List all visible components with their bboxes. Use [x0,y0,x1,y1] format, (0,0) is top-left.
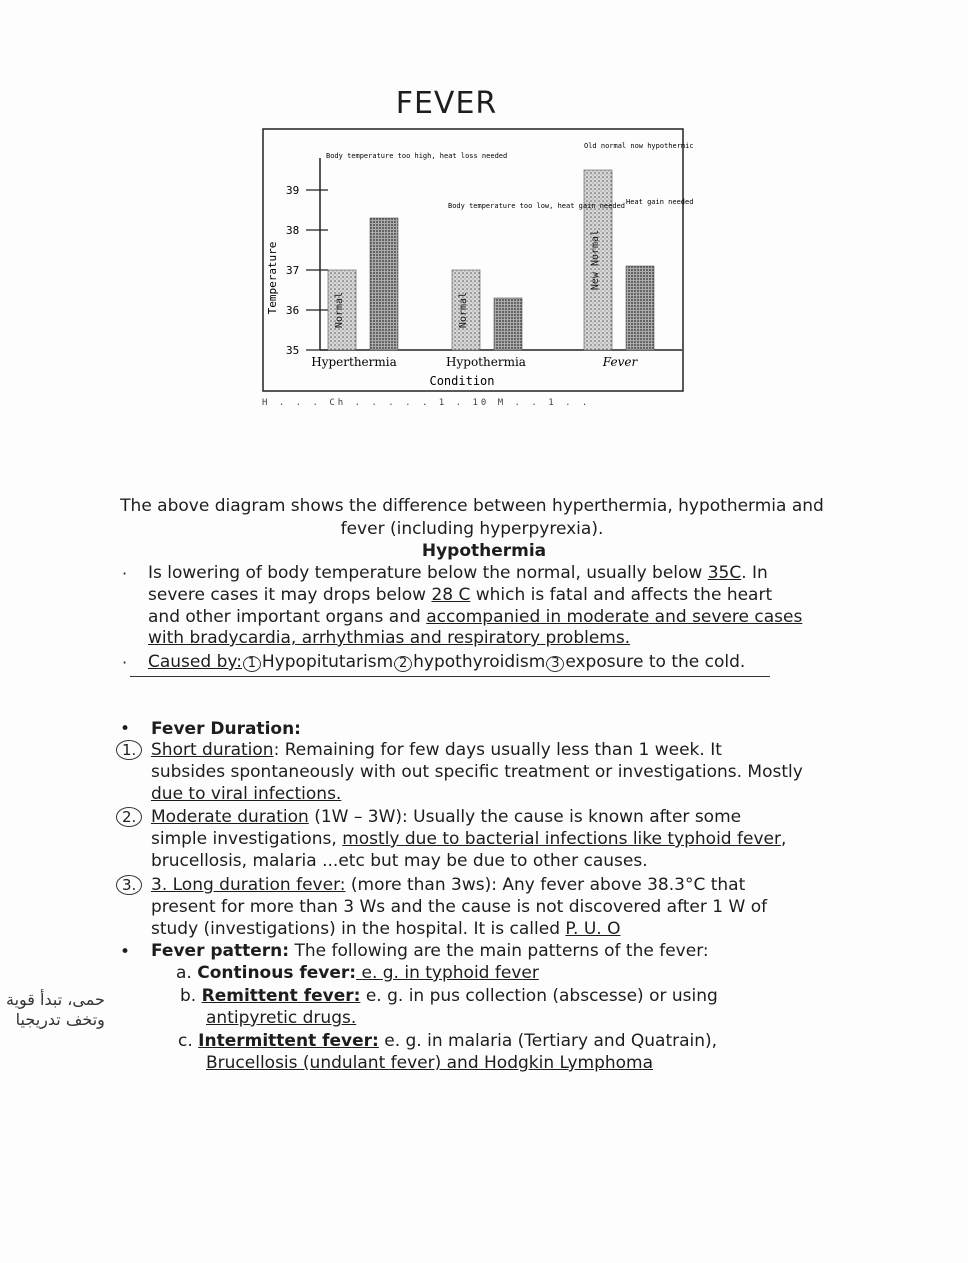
bullet-duration: • [120,719,131,739]
x-tick-label-hyperthermia: Hyperthermia [311,355,397,369]
pattern-line: Fever pattern: The following are the main patterns of the fever: [151,941,709,961]
hypo-line-4: with bradycardia, arrhythmias and respiratory problems. [148,628,631,648]
y-tick-label-36: 36 [286,304,300,317]
chart-caption-fragment: H . . . Ch . . . . . 1 . 10 M . . 1 . . [262,398,591,408]
y-tick-label-39: 39 [286,184,300,197]
intro-line-2: fever (including hyperpyrexia). [340,519,604,539]
annotation-fever-old-normal: Old normal now hypothermic [584,142,694,150]
y-tick-label-38: 38 [286,224,300,237]
caused-by-line: Caused by: 1 Hypopitutarism 2 hypothyroidism 3 exposure to the cold. [148,652,746,672]
long-line-3: study (investigations) in the hospital. It is called P. U. O [151,919,621,939]
bar-label-hypothermia: Normal [458,291,469,329]
annotation-hypothermia: Body temperature too low, heat gain needed [448,202,626,210]
moderate-line-3: brucellosis, malaria ...etc but may be due to other causes. [151,851,648,871]
moderate-line-1: Moderate duration (1W – 3W): Usually the cause is known after some [151,807,742,827]
hypo-line-1: Is lowering of body temperature below the normal, usually below 35C. In [148,563,768,583]
bullet-hypothermia: · [122,564,128,583]
y-axis-label: Temperature [266,241,279,315]
long-line-2: present for more than 3 Ws and the cause is not discovered after 1 W of [151,897,768,917]
short-line-2: subsides spontaneously with out specific treatment or investigations. Mostly [151,762,803,782]
intro-line-1: The above diagram shows the difference between hyperthermia, hypothermia and [120,496,824,516]
bullet-caused-by: · [122,653,128,672]
hypo-line-2: severe cases it may drops below 28 C which is fatal and affects the heart [148,585,773,605]
duration-long-number: 3. [116,875,142,895]
temperature-chart [262,128,694,392]
moderate-line-2: simple investigations, mostly due to bacterial infections like typhoid fever, [151,829,787,849]
annotation-fever-heat-gain: Heat gain needed [626,198,694,206]
x-tick-label-hypothermia: Hypothermia [446,355,526,369]
bar-fever-actual [626,266,654,350]
hypothermia-heading: Hypothermia [421,541,547,561]
pattern-a: a. Continous fever: e. g. in typhoid fever [176,963,539,983]
y-tick-label-35: 35 [286,344,300,357]
duration-heading: Fever Duration: [151,719,301,739]
x-axis-label: Condition [429,374,495,388]
pattern-c-line-2: Brucellosis (undulant fever) and Hodgkin Lymphoma [206,1053,654,1073]
bar-hyperthermia-actual [370,218,398,350]
pattern-c-line-1: c. Intermittent fever: e. g. in malaria (Tertiary and Quatrain), [178,1031,718,1051]
short-line-1: Short duration: Remaining for few days usually less than 1 week. It [151,740,722,760]
bar-hypothermia-actual [494,298,522,350]
hypo-line-3: and other important organs and accompanied in moderate and severe cases [148,607,803,627]
page-title: FEVER [395,86,498,121]
long-line-1: 3. Long duration fever: (more than 3ws): Any fever above 38.3°C that [151,875,746,895]
pen-underline [130,676,770,677]
bar-label-fever: New Normal [590,229,601,291]
bar-label-hyperthermia: Normal [334,291,345,329]
annotation-hyperthermia: Body temperature too high, heat loss needed [326,152,508,160]
pattern-b-line-1: b. Remittent fever: e. g. in pus collection (abscesse) or using [180,986,718,1006]
duration-moderate-number: 2. [116,807,142,827]
bullet-pattern: • [120,942,131,962]
y-tick-label-37: 37 [286,264,300,277]
pattern-b-line-2: antipyretic drugs. [206,1008,357,1028]
handwritten-margin-note: حمى، تبدأ قوية وتخف تدريجيا [6,990,105,1029]
duration-short-number: 1. [116,740,142,760]
chart-frame [263,129,683,391]
short-line-3: due to viral infections. [151,784,342,804]
x-tick-label-fever: Fever [602,355,638,369]
